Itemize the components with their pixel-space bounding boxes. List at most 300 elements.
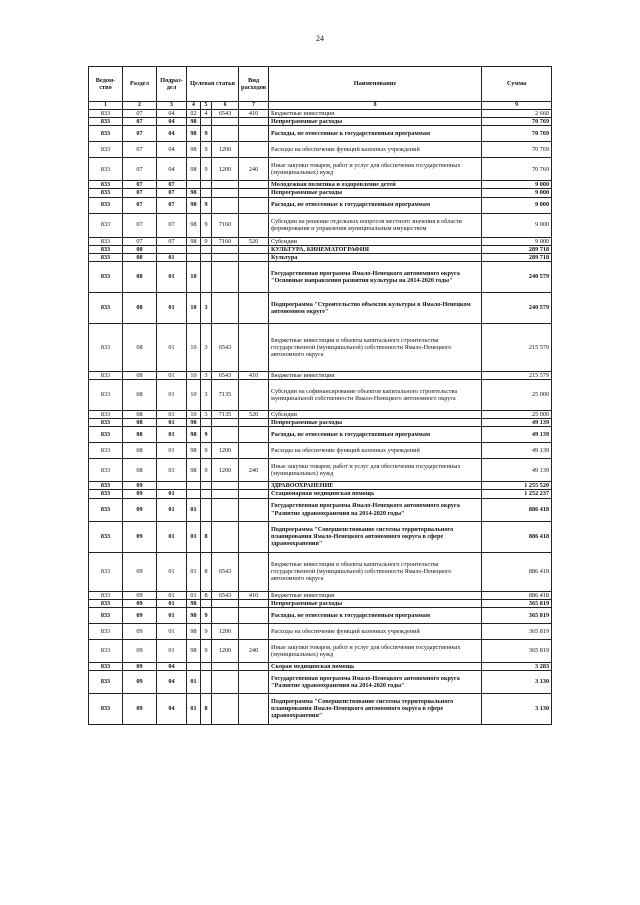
subsection-code: 01: [157, 419, 187, 427]
item-name: КУЛЬТУРА, КИНЕМАТОГРАФИЯ: [269, 245, 482, 253]
program-code: 01: [187, 521, 201, 552]
section-code: 08: [123, 419, 157, 427]
subsection-code: 01: [157, 490, 187, 498]
section-code: 07: [123, 181, 157, 189]
section-code: 09: [123, 498, 157, 521]
program-code: 10: [187, 371, 201, 379]
department-code: 833: [89, 197, 123, 213]
subprogram-code: 3: [201, 371, 212, 379]
direction-code: 1200: [212, 639, 239, 662]
table-row: [89, 371, 552, 379]
expense-type-code: [239, 197, 269, 213]
budget-table: [88, 66, 552, 725]
subprogram-code: 3: [201, 411, 212, 419]
header-department: Ведом-ство: [89, 67, 123, 102]
subsection-code: 01: [157, 459, 187, 482]
item-name: Государственная программа Ямало-Ненецкого автономного округа "Развитие здравоохранения на 2014-2020 годы": [269, 498, 482, 521]
subprogram-code: 9: [201, 213, 212, 237]
section-code: 08: [123, 427, 157, 443]
program-code: 98: [187, 237, 201, 245]
table-row: [89, 245, 552, 253]
item-sum: 70 769: [482, 118, 552, 126]
subsection-code: 01: [157, 292, 187, 323]
subprogram-code: [201, 599, 212, 607]
direction-code: [212, 261, 239, 292]
table-row: [89, 482, 552, 490]
table-row: [89, 261, 552, 292]
subsection-code: 01: [157, 623, 187, 639]
item-sum: 1 252 237: [482, 490, 552, 498]
section-code: 08: [123, 411, 157, 419]
direction-code: 6543: [212, 591, 239, 599]
department-code: 833: [89, 142, 123, 158]
program-code: 98: [187, 623, 201, 639]
expense-type-code: [239, 245, 269, 253]
item-name: Культура: [269, 253, 482, 261]
subsection-code: [157, 245, 187, 253]
department-code: 833: [89, 292, 123, 323]
subprogram-code: [201, 482, 212, 490]
table-row: [89, 591, 552, 599]
program-code: 10: [187, 261, 201, 292]
subsection-code: 07: [157, 237, 187, 245]
table-row: [89, 237, 552, 245]
program-code: 01: [187, 498, 201, 521]
department-code: 833: [89, 237, 123, 245]
item-sum: 2 660: [482, 110, 552, 118]
expense-type-code: [239, 482, 269, 490]
expense-type-code: [239, 670, 269, 693]
section-code: 09: [123, 662, 157, 670]
section-code: 09: [123, 639, 157, 662]
section-code: 08: [123, 245, 157, 253]
program-code: 98: [187, 607, 201, 623]
direction-code: [212, 189, 239, 197]
item-name: Государственная программа Ямало-Ненецкого автономного округа "Основные направления развития культуры на 2014-2020 годы": [269, 261, 482, 292]
item-sum: 25 000: [482, 411, 552, 419]
section-code: 09: [123, 607, 157, 623]
program-code: [187, 662, 201, 670]
department-code: 833: [89, 607, 123, 623]
direction-code: [212, 693, 239, 724]
expense-type-code: [239, 552, 269, 591]
item-sum: 3 130: [482, 670, 552, 693]
item-name: Субсидии на решение отдельных вопросов местного значения в области формирования и управления муниципальным имуществом: [269, 213, 482, 237]
table-row: [89, 623, 552, 639]
table-row: [89, 380, 552, 411]
subsection-code: 07: [157, 213, 187, 237]
section-code: 09: [123, 693, 157, 724]
subprogram-code: [201, 662, 212, 670]
department-code: 833: [89, 623, 123, 639]
expense-type-code: 410: [239, 591, 269, 599]
program-code: 98: [187, 142, 201, 158]
department-code: 833: [89, 213, 123, 237]
item-sum: 289 718: [482, 245, 552, 253]
expense-type-code: [239, 599, 269, 607]
subprogram-code: 9: [201, 142, 212, 158]
column-number: 1: [89, 102, 123, 110]
column-number: 9: [482, 102, 552, 110]
subprogram-code: 9: [201, 237, 212, 245]
item-name: Непрограммные расходы: [269, 419, 482, 427]
item-name: Иные закупки товаров, работ и услуг для обеспечения государственных (муниципальных) нужд: [269, 158, 482, 181]
program-code: [187, 482, 201, 490]
department-code: 833: [89, 118, 123, 126]
item-sum: 215 579: [482, 323, 552, 371]
direction-code: [212, 670, 239, 693]
program-code: 98: [187, 427, 201, 443]
subprogram-code: 3: [201, 380, 212, 411]
item-name: Бюджетные инвестиции: [269, 591, 482, 599]
subprogram-code: [201, 253, 212, 261]
department-code: 833: [89, 482, 123, 490]
expense-type-code: [239, 253, 269, 261]
item-name: Бюджетные инвестиции в объекты капитального строительства государственной (муниципальной) собственности Ямало-Ненецкого автономного округа: [269, 323, 482, 371]
section-code: 09: [123, 599, 157, 607]
program-code: [187, 245, 201, 253]
column-number: 4: [187, 102, 201, 110]
table-row: [89, 213, 552, 237]
item-name: Подпрограмма "Совершенствование системы территориального планирования Ямало-Ненецкого автономного округа в сфере здравоохранения": [269, 521, 482, 552]
direction-code: [212, 482, 239, 490]
section-code: 09: [123, 591, 157, 599]
subsection-code: 01: [157, 261, 187, 292]
table-row: [89, 411, 552, 419]
subsection-code: 01: [157, 639, 187, 662]
program-code: 98: [187, 189, 201, 197]
department-code: 833: [89, 323, 123, 371]
table-row: [89, 126, 552, 142]
item-sum: 25 000: [482, 380, 552, 411]
header-name: Наименование: [269, 67, 482, 102]
department-code: 833: [89, 110, 123, 118]
expense-type-code: 410: [239, 371, 269, 379]
subsection-code: 07: [157, 189, 187, 197]
direction-code: 6543: [212, 323, 239, 371]
table-row: [89, 181, 552, 189]
item-name: Иные закупки товаров, работ и услуг для обеспечения государственных (муниципальных) нужд: [269, 639, 482, 662]
item-name: Бюджетные инвестиции: [269, 110, 482, 118]
item-name: Подпрограмма "Строительство объектов культуры в Ямало-Ненецком автономном округе": [269, 292, 482, 323]
item-name: ЗДРАВООХРАНЕНИЕ: [269, 482, 482, 490]
subprogram-code: 8: [201, 693, 212, 724]
header-sum: Сумма: [482, 67, 552, 102]
expense-type-code: 520: [239, 237, 269, 245]
direction-code: 7160: [212, 213, 239, 237]
expense-type-code: [239, 443, 269, 459]
table-row: [89, 552, 552, 591]
item-sum: 289 718: [482, 253, 552, 261]
subprogram-code: 8: [201, 521, 212, 552]
section-code: 08: [123, 292, 157, 323]
expense-type-code: [239, 427, 269, 443]
expense-type-code: [239, 142, 269, 158]
direction-code: 1200: [212, 158, 239, 181]
direction-code: [212, 245, 239, 253]
table-row: [89, 490, 552, 498]
item-sum: 365 819: [482, 599, 552, 607]
column-number: 7: [239, 102, 269, 110]
table-row: [89, 110, 552, 118]
expense-type-code: [239, 126, 269, 142]
subsection-code: [157, 482, 187, 490]
subsection-code: 04: [157, 110, 187, 118]
program-code: [187, 181, 201, 189]
item-name: Непрограммные расходы: [269, 599, 482, 607]
table-row: [89, 253, 552, 261]
item-name: Молодежная политика и оздоровление детей: [269, 181, 482, 189]
subprogram-code: 9: [201, 443, 212, 459]
department-code: 833: [89, 245, 123, 253]
subprogram-code: 9: [201, 197, 212, 213]
department-code: 833: [89, 181, 123, 189]
column-number: 2: [123, 102, 157, 110]
item-sum: 9 000: [482, 213, 552, 237]
column-number: 6: [212, 102, 239, 110]
subprogram-code: [201, 261, 212, 292]
item-sum: 886 418: [482, 591, 552, 599]
subsection-code: 01: [157, 498, 187, 521]
direction-code: 6543: [212, 552, 239, 591]
department-code: 833: [89, 371, 123, 379]
table-row: [89, 142, 552, 158]
expense-type-code: [239, 623, 269, 639]
item-sum: 70 769: [482, 158, 552, 181]
program-code: 98: [187, 126, 201, 142]
subprogram-code: [201, 181, 212, 189]
program-code: 98: [187, 197, 201, 213]
department-code: 833: [89, 443, 123, 459]
section-code: 09: [123, 670, 157, 693]
subprogram-code: [201, 498, 212, 521]
expense-type-code: [239, 693, 269, 724]
subprogram-code: 9: [201, 126, 212, 142]
item-sum: 49 139: [482, 427, 552, 443]
table-row: [89, 158, 552, 181]
subprogram-code: 3: [201, 292, 212, 323]
item-name: Непрограммные расходы: [269, 189, 482, 197]
column-number: 3: [157, 102, 187, 110]
item-sum: 215 579: [482, 371, 552, 379]
subsection-code: 01: [157, 443, 187, 459]
section-code: 08: [123, 371, 157, 379]
item-name: Подпрограмма "Совершенствование системы территориального планирования Ямало-Ненецкого автономного округа в сфере здравоохранения": [269, 693, 482, 724]
header-target-article: Целевая статья: [187, 67, 239, 102]
program-code: 10: [187, 380, 201, 411]
section-code: 07: [123, 142, 157, 158]
expense-type-code: [239, 189, 269, 197]
table-row: [89, 459, 552, 482]
item-sum: 49 139: [482, 443, 552, 459]
expense-type-code: [239, 662, 269, 670]
direction-code: [212, 599, 239, 607]
subsection-code: 01: [157, 371, 187, 379]
table-row: [89, 670, 552, 693]
section-code: 08: [123, 323, 157, 371]
section-code: 07: [123, 197, 157, 213]
subsection-code: 04: [157, 142, 187, 158]
program-code: 98: [187, 118, 201, 126]
department-code: 833: [89, 253, 123, 261]
subsection-code: 01: [157, 380, 187, 411]
item-sum: 9 000: [482, 181, 552, 189]
expense-type-code: [239, 490, 269, 498]
item-sum: 3 283: [482, 662, 552, 670]
page-number: 24: [316, 34, 324, 43]
subsection-code: 04: [157, 662, 187, 670]
item-sum: 886 418: [482, 552, 552, 591]
item-sum: 49 139: [482, 459, 552, 482]
item-name: Субсидии: [269, 237, 482, 245]
subprogram-code: [201, 118, 212, 126]
column-number: 5: [201, 102, 212, 110]
subsection-code: 01: [157, 521, 187, 552]
subsection-code: 01: [157, 411, 187, 419]
table-row: [89, 292, 552, 323]
direction-code: [212, 662, 239, 670]
department-code: 833: [89, 427, 123, 443]
department-code: 833: [89, 411, 123, 419]
expense-type-code: [239, 181, 269, 189]
table-row: [89, 419, 552, 427]
item-sum: 1 255 520: [482, 482, 552, 490]
section-code: 07: [123, 158, 157, 181]
program-code: 98: [187, 443, 201, 459]
subprogram-code: 9: [201, 607, 212, 623]
program-code: 01: [187, 693, 201, 724]
item-name: Бюджетные инвестиции в объекты капитального строительства государственной (муниципальной) собственности Ямало-Ненецкого автономного округа: [269, 552, 482, 591]
direction-code: [212, 521, 239, 552]
department-code: 833: [89, 498, 123, 521]
section-code: 07: [123, 118, 157, 126]
program-code: 01: [187, 552, 201, 591]
program-code: 98: [187, 158, 201, 181]
program-code: 98: [187, 639, 201, 662]
direction-code: [212, 126, 239, 142]
expense-type-code: [239, 419, 269, 427]
section-code: 07: [123, 237, 157, 245]
subsection-code: 01: [157, 552, 187, 591]
subprogram-code: [201, 189, 212, 197]
expense-type-code: [239, 213, 269, 237]
section-code: 07: [123, 110, 157, 118]
subsection-code: 01: [157, 323, 187, 371]
item-sum: 70 769: [482, 126, 552, 142]
section-code: 08: [123, 380, 157, 411]
department-code: 833: [89, 552, 123, 591]
subprogram-code: 3: [201, 323, 212, 371]
subprogram-code: [201, 245, 212, 253]
header-subsection: Подраз-дел: [157, 67, 187, 102]
section-code: 09: [123, 521, 157, 552]
section-code: 08: [123, 253, 157, 261]
section-code: 08: [123, 443, 157, 459]
header-expense-type: Вид расходов: [239, 67, 269, 102]
section-code: 08: [123, 261, 157, 292]
program-code: 10: [187, 292, 201, 323]
table-row: [89, 521, 552, 552]
section-code: 07: [123, 213, 157, 237]
direction-code: [212, 490, 239, 498]
item-name: Расходы, не отнесенные к государственным программам: [269, 427, 482, 443]
section-code: 09: [123, 482, 157, 490]
program-code: 98: [187, 599, 201, 607]
table-row: [89, 693, 552, 724]
section-code: 09: [123, 490, 157, 498]
expense-type-code: [239, 261, 269, 292]
item-sum: 365 819: [482, 623, 552, 639]
subsection-code: 04: [157, 670, 187, 693]
subsection-code: 01: [157, 253, 187, 261]
item-sum: 70 769: [482, 142, 552, 158]
program-code: [187, 490, 201, 498]
item-sum: 49 139: [482, 419, 552, 427]
section-code: 07: [123, 126, 157, 142]
direction-code: 7160: [212, 237, 239, 245]
subprogram-code: 9: [201, 639, 212, 662]
direction-code: [212, 498, 239, 521]
item-name: Расходы на обеспечение функций казенных учреждений: [269, 443, 482, 459]
item-name: Субсидии: [269, 411, 482, 419]
item-name: Иные закупки товаров, работ и услуг для обеспечения государственных (муниципальных) нужд: [269, 459, 482, 482]
direction-code: 7135: [212, 380, 239, 411]
program-code: 98: [187, 213, 201, 237]
department-code: 833: [89, 521, 123, 552]
program-code: 98: [187, 459, 201, 482]
department-code: 833: [89, 670, 123, 693]
department-code: 833: [89, 459, 123, 482]
table-row: [89, 443, 552, 459]
direction-code: [212, 419, 239, 427]
item-sum: 886 418: [482, 498, 552, 521]
expense-type-code: [239, 118, 269, 126]
direction-code: 6543: [212, 110, 239, 118]
column-number: 8: [269, 102, 482, 110]
expense-type-code: [239, 607, 269, 623]
table-row: [89, 427, 552, 443]
subprogram-code: 4: [201, 110, 212, 118]
department-code: 833: [89, 261, 123, 292]
program-code: 10: [187, 411, 201, 419]
subsection-code: 01: [157, 607, 187, 623]
table-row: [89, 607, 552, 623]
item-name: Расходы, не отнесенные к государственным программам: [269, 607, 482, 623]
expense-type-code: 410: [239, 110, 269, 118]
item-name: Стационарная медицинская помощь: [269, 490, 482, 498]
subprogram-code: [201, 670, 212, 693]
direction-code: [212, 253, 239, 261]
direction-code: [212, 292, 239, 323]
table-row: [89, 189, 552, 197]
direction-code: 1200: [212, 443, 239, 459]
department-code: 833: [89, 189, 123, 197]
department-code: 833: [89, 599, 123, 607]
department-code: 833: [89, 639, 123, 662]
item-sum: 240 579: [482, 292, 552, 323]
subsection-code: 04: [157, 693, 187, 724]
section-code: 09: [123, 623, 157, 639]
item-name: Расходы, не отнесенные к государственным программам: [269, 126, 482, 142]
column-number-row: [89, 102, 552, 110]
item-name: Государственная программа Ямало-Ненецкого автономного округа "Развитие здравоохранения на 2014-2020 годы": [269, 670, 482, 693]
department-code: 833: [89, 490, 123, 498]
direction-code: 1200: [212, 623, 239, 639]
table-row: [89, 599, 552, 607]
item-name: Непрограммные расходы: [269, 118, 482, 126]
section-code: 08: [123, 459, 157, 482]
expense-type-code: [239, 292, 269, 323]
